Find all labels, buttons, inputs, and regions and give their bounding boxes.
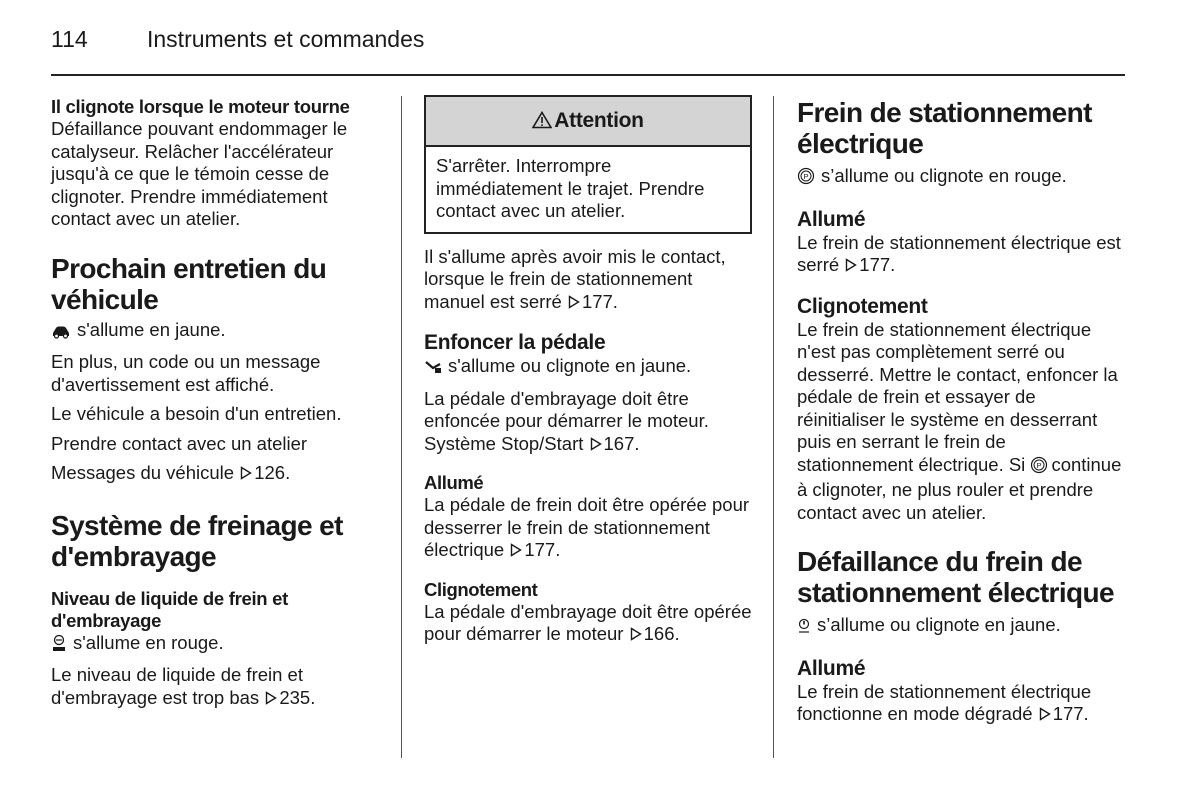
page-ref-icon bbox=[590, 434, 602, 457]
subsection-heading: Clignotement bbox=[797, 294, 928, 318]
subsection-heading: Allumé bbox=[424, 472, 484, 493]
svg-text:P: P bbox=[1036, 460, 1042, 470]
parking-brake-icon bbox=[1030, 456, 1048, 480]
header-rule bbox=[51, 74, 1125, 76]
subsection-heading: Clignotement bbox=[424, 578, 538, 600]
section-heading: Enfoncer la pédale bbox=[424, 331, 606, 354]
warning-triangle-icon bbox=[532, 99, 552, 147]
paragraph: Défaillance pouvant endommager le catalyseur. Relâcher l'accélérateur jusqu'à ce que le témoin cesse de clignoter. Prendre immédiatement contact avec un atelier. bbox=[51, 118, 348, 229]
column-2 bbox=[424, 95, 752, 654]
page-number: 114 bbox=[51, 26, 88, 52]
paragraph: s'allume ou clignote en jaune. bbox=[424, 355, 752, 381]
page-ref-icon bbox=[630, 624, 642, 647]
page-ref-icon bbox=[568, 292, 580, 315]
subsection-heading: Niveau de liquide de frein et d'embrayage bbox=[51, 587, 288, 631]
page-ref-icon bbox=[845, 255, 857, 278]
page-ref-icon bbox=[240, 463, 252, 486]
paragraph: En plus, un code ou un message d'avertissement est affiché. bbox=[51, 351, 321, 395]
svg-text:P: P bbox=[803, 172, 809, 181]
page-ref-icon bbox=[1039, 704, 1051, 727]
paragraph: s’allume ou clignote en jaune. bbox=[797, 614, 1127, 640]
column-divider bbox=[401, 96, 402, 758]
paragraph: Il s'allume après avoir mis le contact, lorsque le frein de stationnement manuel est serré 177. bbox=[424, 246, 752, 315]
section-heading: Prochain entretien du véhicule bbox=[51, 252, 327, 315]
column-3 bbox=[797, 94, 1127, 734]
service-car-icon bbox=[51, 322, 71, 345]
attention-text: S'arrêter. Interrompre immédiatement le trajet. Prendre contact avec un atelier. bbox=[436, 155, 705, 221]
page-ref-icon bbox=[265, 688, 277, 711]
section-heading: Système de freinage et d'embrayage bbox=[51, 509, 343, 572]
paragraph: Prendre contact avec un atelier bbox=[51, 432, 308, 454]
section-heading: Il clignote lorsque le moteur tourne bbox=[51, 96, 350, 117]
clutch-pedal-icon bbox=[424, 358, 442, 381]
paragraph: La pédale d'embrayage doit être opérée pour démarrer le moteur 166. bbox=[424, 601, 752, 647]
page-ref-icon bbox=[510, 540, 522, 563]
column-divider bbox=[773, 96, 774, 758]
parking-brake-fault-icon bbox=[797, 617, 811, 640]
paragraph: La pédale d'embrayage doit être enfoncée pour démarrer le moteur. Système Stop/Start 167. bbox=[424, 388, 752, 457]
paragraph: Le véhicule a besoin d'un entretien. bbox=[51, 403, 342, 424]
page-header bbox=[51, 26, 424, 53]
section-heading: Frein de stationnement électrique bbox=[797, 97, 1092, 159]
paragraph: s'allume en jaune. bbox=[51, 319, 381, 345]
paragraph: P s’allume ou clignote en rouge. bbox=[797, 165, 1127, 191]
attention-header: Attention bbox=[426, 97, 750, 147]
attention-box bbox=[424, 95, 752, 234]
chapter-title: Instruments et commandes bbox=[147, 26, 425, 52]
paragraph: Le niveau de liquide de frein et d'embrayage est trop bas 235. bbox=[51, 664, 381, 710]
paragraph: Le frein de stationnement électrique n'est pas complètement serré ou desserré. Mettre le contact, enfoncer la pédale de frein et essayer de réinitialiser le système en desserrant puis en serrant le frein de stationnement électrique. Si P continue à clignoter, ne plus rouler et prendre contact avec un atelier. bbox=[797, 318, 1122, 523]
brake-fluid-icon bbox=[51, 634, 67, 658]
paragraph: s'allume en rouge. bbox=[51, 632, 381, 658]
paragraph: Le frein de stationnement électrique fonctionne en mode dégradé 177. bbox=[797, 681, 1127, 727]
paragraph: Le frein de stationnement électrique est serré 177. bbox=[797, 232, 1127, 278]
column-1 bbox=[51, 94, 381, 717]
paragraph: La pédale de frein doit être opérée pour desserrer le frein de stationnement électrique 177. bbox=[424, 494, 752, 563]
subsection-heading: Allumé bbox=[797, 656, 866, 680]
parking-brake-icon bbox=[797, 167, 815, 191]
section-heading: Défaillance du frein de stationnement électrique bbox=[797, 546, 1115, 608]
subsection-heading: Allumé bbox=[797, 207, 866, 231]
paragraph: Messages du véhicule 126. bbox=[51, 462, 381, 486]
